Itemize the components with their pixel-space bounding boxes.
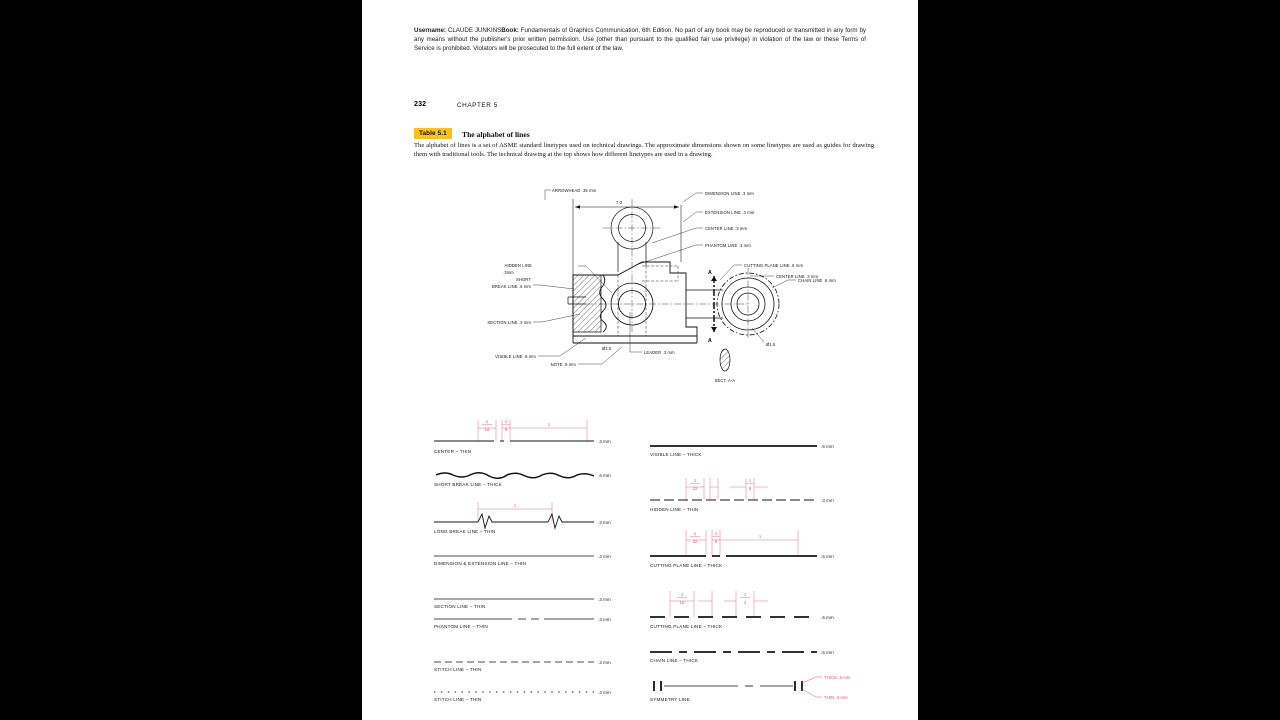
weight-chain: .6 mm: [821, 650, 834, 655]
weight-phantom: .3 mm: [598, 617, 611, 622]
fraction-1: 1: [547, 422, 551, 427]
callout-phantom-line: PHANTOM LINE .3 mm: [705, 243, 751, 248]
caption-visible: VISIBLE LINE – THICK: [650, 452, 702, 457]
technical-drawing-figure: [390, 180, 890, 405]
fraction-1-16-num: 1: [485, 419, 489, 424]
callout-short: SHORT: [515, 277, 531, 282]
specimen-cutting-plane-b: [650, 585, 855, 629]
callout-center-line-2: CENTER LINE .3 mm: [776, 274, 819, 279]
callout-section-line: SECTION LINE .3 mm: [487, 320, 531, 325]
caption-stitch-dash: STITCH LINE – THIN: [434, 667, 482, 672]
callout-note: NOTE .5 mm: [550, 362, 576, 367]
fraction-cp-1-32-num: 1: [693, 531, 697, 536]
fraction-1-32-den: 32: [692, 486, 698, 491]
callout-chain-line: CHAIN LINE .6 mm: [798, 278, 836, 283]
caption-phantom: PHANTOM LINE – THIN: [434, 624, 488, 629]
caption-dim-ext: DIMENSION & EXTENSION LINE – THIN: [434, 561, 527, 566]
weight-center-thin: .3 mm: [598, 439, 611, 444]
caption-cp-b: CUTTING PLANE LINE – THICK: [650, 624, 723, 629]
weight-stitch-dash: .3 mm: [598, 660, 611, 665]
weight-section: .3 mm: [598, 597, 611, 602]
weight-cp-b: .6 mm: [821, 615, 834, 620]
caption-section: SECTION LINE – THIN: [434, 604, 486, 609]
table-badge: Table 5.1: [414, 128, 452, 139]
caption-long-break: LONG BREAK LINE – THIN: [434, 529, 496, 534]
cut-label-a-top: A: [708, 270, 712, 276]
specimen-phantom-thin: [434, 613, 629, 629]
callout-arrowhead: ARROWHEAD .35 mm: [552, 188, 597, 193]
document-page: [362, 0, 918, 720]
page-number: 232: [414, 101, 427, 108]
fraction-cp-1: 1: [758, 534, 762, 539]
caption-hidden: HIDDEN LINE – THIN: [650, 507, 699, 512]
caption-cp-a: CUTTING PLANE LINE – THICK: [650, 563, 723, 568]
specimen-stitch-dot-thin: [434, 686, 629, 702]
callout-hidden-line-mm: .3mm: [503, 270, 514, 275]
callout-hidden-line: HIDDEN LINE: [504, 263, 532, 268]
callout-break-line: BREAK LINE .6 mm: [492, 284, 531, 289]
username-label: Username:: [414, 27, 446, 34]
specimen-stitch-dash-thin: [434, 656, 629, 672]
fraction-1-8-den: 8: [504, 427, 508, 432]
callout-visible-line: VISIBLE LINE .6 mm: [495, 354, 536, 359]
username-text: CLAUDE JUNKINS: [447, 27, 502, 34]
cut-label-a-bottom: A: [708, 338, 712, 344]
fraction-cp-1-8-den: 8: [714, 539, 718, 544]
annotation-thick: THICK .6 mm: [824, 675, 851, 680]
weight-hidden: .3 mm: [821, 498, 834, 503]
fraction-cpb-1-4-den: 4: [743, 600, 747, 605]
callout-cutting-plane: CUTTING PLANE LINE .6 mm: [744, 263, 804, 268]
annotation-thin: THIN .3 mm: [824, 695, 848, 700]
weight-long-break: .3 mm: [598, 520, 611, 525]
caption-stitch-dot: STITCH LINE – THIN: [434, 697, 482, 702]
callout-dimension-line: DIMENSION LINE .3 mm: [705, 191, 754, 196]
chapter-label: CHAPTER 5: [457, 102, 498, 109]
callout-extension-line: EXTENSION LINE .3 mm: [705, 210, 755, 215]
weight-cp-a: .6 mm: [821, 554, 834, 559]
fraction-long-break-1: 1: [513, 503, 517, 508]
book-label: Book:: [501, 27, 519, 34]
line-specimen-table: [362, 412, 918, 720]
callout-leader: LEADER .3 mm: [644, 350, 675, 355]
fraction-cpb-1-4-num: 1: [743, 592, 747, 597]
caption-center-thin: CENTER – THIN: [434, 449, 472, 454]
weight-dim-ext: .3 mm: [598, 554, 611, 559]
specimen-chain-thick: [650, 645, 855, 663]
book-text: Fundamentals of Graphics Communication, 6th Edition. No part of any book may be reproduced or transmitted in any form by any means without the publisher's prior written permission. Use (other than pursuant to the qualified fair use privilege) in violation of the law or these Terms of Service is prohibited. Violators will be prosecuted to the full extent of the law.: [414, 27, 866, 53]
dim-7-0: 7.0: [615, 200, 623, 205]
specimen-symmetry: [650, 677, 855, 702]
specimen-long-break-thin: [434, 500, 629, 534]
specimen-center-thin: [434, 412, 629, 454]
fraction-cpb-1-16-den: 16: [679, 600, 685, 605]
weight-stitch-dot: .3 mm: [598, 690, 611, 695]
weight-visible: .6 mm: [821, 444, 834, 449]
fraction-1-8-num: 1: [504, 419, 508, 424]
table-title: The alphabet of lines: [462, 130, 530, 139]
copyright-banner: [414, 26, 866, 53]
sect-aa-title: SECT. A-A: [714, 378, 736, 383]
weight-short-break: .6 mm: [598, 473, 611, 478]
caption-chain: CHAIN LINE – THICK: [650, 658, 699, 663]
specimen-cutting-plane-a: [650, 524, 855, 568]
fraction-cp-1-32-den: 32: [692, 539, 698, 544]
fraction-1-8b-den: 8: [748, 486, 752, 491]
fraction-1-32-num: 1: [693, 478, 697, 483]
specimen-dim-ext-thin: [434, 550, 629, 566]
specimen-hidden-thin: [650, 470, 855, 512]
callout-center-line-1: CENTER LINE .3 mm: [705, 226, 748, 231]
fraction-cp-1-8-num: 1: [714, 531, 718, 536]
dia-note-1: Ø1.5: [602, 346, 612, 351]
dia-note-2: Ø1.5: [766, 342, 776, 347]
specimen-section-thin: [434, 593, 629, 609]
fraction-1-16-den: 16: [484, 427, 490, 432]
specimen-visible-thick: [650, 439, 855, 457]
caption-symmetry: SYMMETRY LINE: [650, 697, 690, 702]
fraction-1-8b-num: 1: [748, 478, 752, 483]
fraction-cpb-1-16-num: 1: [680, 592, 684, 597]
caption-short-break: SHORT BREAK LINE – THICK: [434, 482, 502, 487]
table-description: The alphabet of lines is a set of ASME standard linetypes used on technical drawings. The approximate dimensions shown on some linetypes are used as guides for drawing them with traditional tools. The technical drawing at the top shows how different linetypes are used in a drawing.: [414, 142, 874, 159]
specimen-short-break-thick: [434, 465, 629, 487]
